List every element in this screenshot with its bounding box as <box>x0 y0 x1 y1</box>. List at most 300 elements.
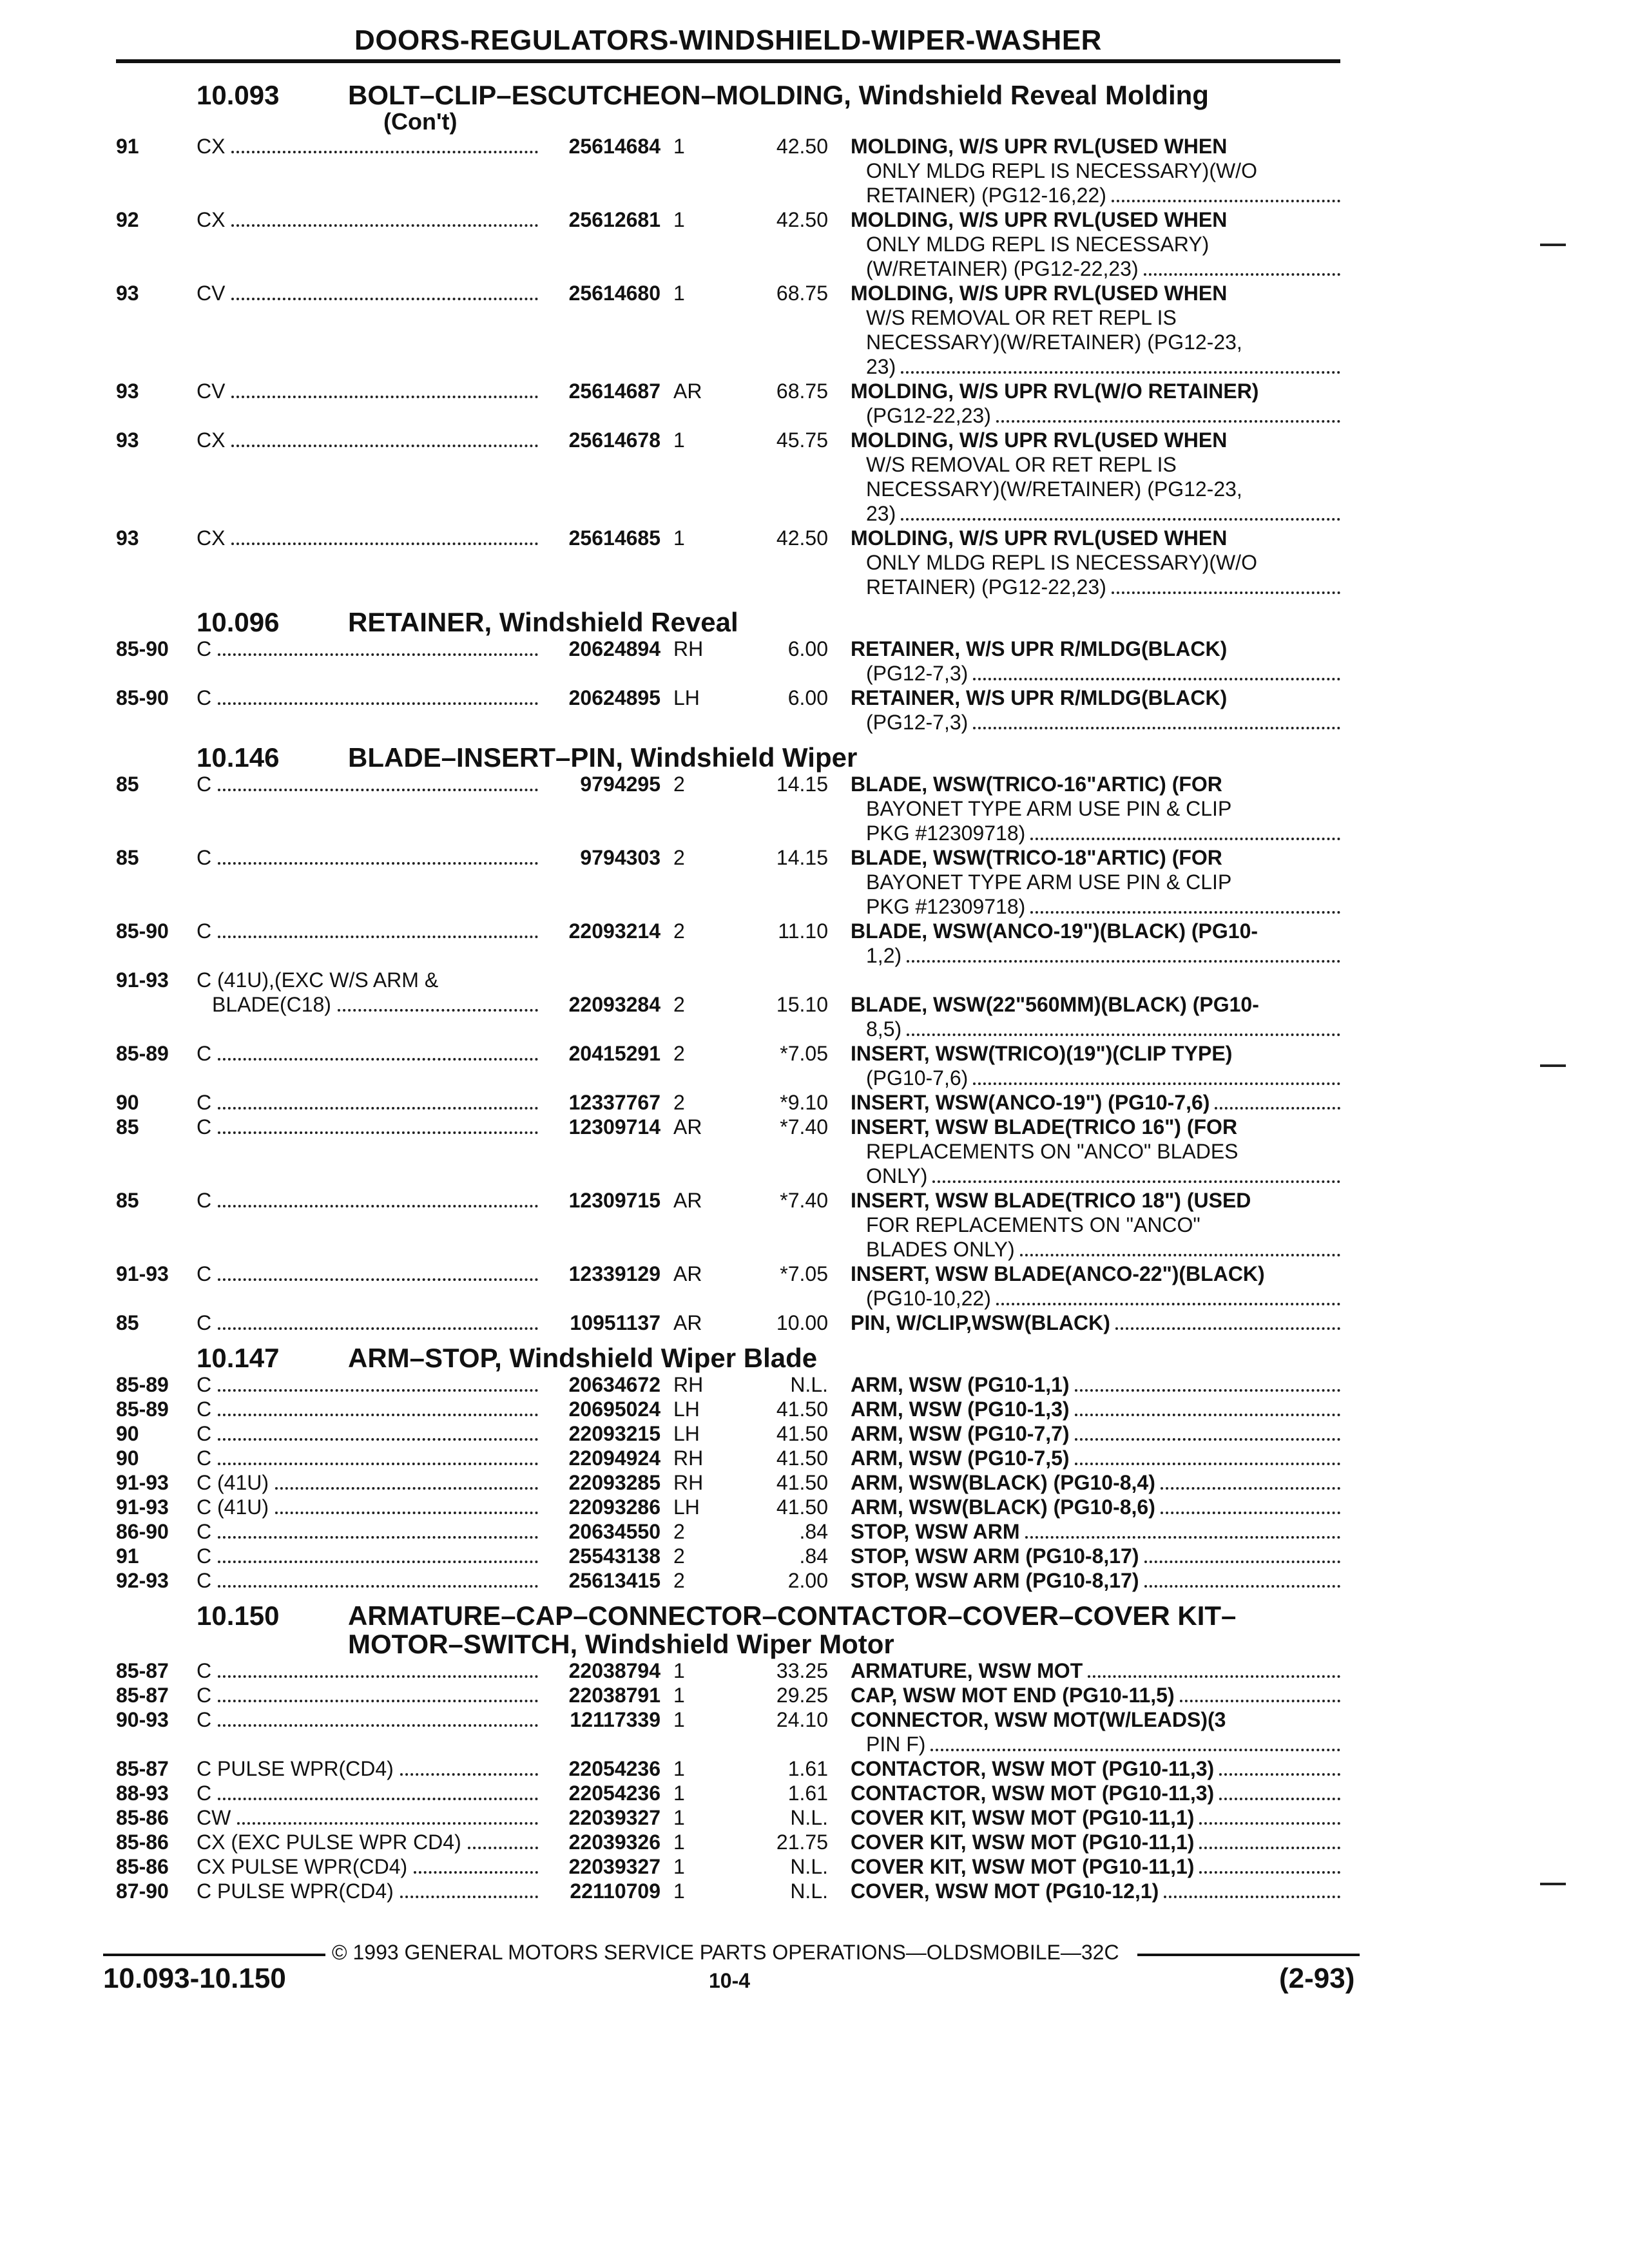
part-name <box>851 1707 1340 1756</box>
part-year: 93 <box>116 380 139 403</box>
part-number: 25612681 <box>568 208 660 231</box>
dot-leader <box>275 1495 538 1514</box>
part-price: 42.50 <box>776 208 828 231</box>
part-usage <box>197 1879 545 1903</box>
part-name <box>851 772 1340 845</box>
part-row <box>116 1830 1340 1854</box>
part-name-line <box>851 1544 1340 1568</box>
part-name-text: 23) <box>866 502 896 525</box>
part-name <box>851 1188 1340 1262</box>
dot-leader <box>218 1397 538 1416</box>
part-name-text: FOR REPLACEMENTS ON "ANCO" <box>866 1213 1200 1236</box>
part-price: N.L. <box>790 1855 828 1878</box>
part-name-line <box>851 1311 1340 1335</box>
part-name <box>851 1658 1340 1683</box>
part-name-line <box>851 183 1340 207</box>
part-name-text: ONLY MLDG REPL IS NECESSARY)(W/O <box>866 159 1257 182</box>
part-year: 86-90 <box>116 1520 169 1543</box>
part-name-text: (PG12-22,23) <box>866 404 991 427</box>
dot-leader <box>1219 1781 1340 1800</box>
part-name <box>851 1830 1340 1854</box>
part-price: *9.10 <box>780 1091 828 1114</box>
section-number: 10.146 <box>197 742 280 773</box>
footer-rule-left <box>103 1954 325 1956</box>
part-name-text: (PG10-7,6) <box>866 1066 969 1090</box>
part-row <box>116 992 1340 1041</box>
part-row <box>116 1756 1340 1781</box>
footer-section-range: 10.093-10.150 <box>103 1963 286 1994</box>
part-name-text: COVER KIT, WSW MOT (PG10-11,1) <box>851 1806 1195 1829</box>
part-name-text: RETAINER) (PG12-16,22) <box>866 184 1106 207</box>
part-name-line <box>851 1854 1340 1879</box>
part-name-line <box>851 501 1340 526</box>
section-title: BOLT–CLIP–ESCUTCHEON–MOLDING, Windshield Reveal Molding <box>348 80 1209 110</box>
part-name-text: STOP, WSW ARM <box>851 1520 1020 1543</box>
part-name-text: MOLDING, W/S UPR RVL(USED WHEN <box>851 428 1228 452</box>
part-year: 91-93 <box>116 1471 169 1494</box>
part-name-line <box>851 1707 1340 1732</box>
part-name <box>851 1397 1340 1421</box>
dot-leader <box>996 1286 1340 1305</box>
part-quantity: 1 <box>673 1879 685 1903</box>
part-row <box>116 1115 1340 1188</box>
part-year: 91 <box>116 1544 139 1568</box>
dot-leader <box>1030 894 1340 914</box>
part-quantity: 1 <box>673 1782 685 1805</box>
part-row <box>116 1188 1340 1262</box>
part-number: 20695024 <box>568 1398 660 1421</box>
dot-leader <box>218 1544 538 1563</box>
part-name-text: ONLY MLDG REPL IS NECESSARY)(W/O <box>866 551 1257 574</box>
part-year: 90 <box>116 1091 139 1114</box>
part-price: 41.50 <box>776 1495 828 1519</box>
part-quantity: 1 <box>673 208 685 231</box>
part-price: 14.15 <box>776 773 828 796</box>
part-quantity: AR <box>673 1189 702 1212</box>
part-price: 33.25 <box>776 1659 828 1682</box>
part-name <box>851 686 1340 735</box>
footer-copyright: © 1993 GENERAL MOTORS SERVICE PARTS OPERATIONS—OLDSMOBILE—32C <box>332 1941 1119 1964</box>
part-row <box>116 1421 1340 1446</box>
part-usage <box>197 845 545 870</box>
dot-leader <box>1215 1090 1340 1110</box>
part-price: 41.50 <box>776 1471 828 1494</box>
part-usage-text: C <box>197 1569 212 1592</box>
part-row <box>116 428 1340 526</box>
part-usage <box>197 1115 545 1139</box>
part-name <box>851 134 1340 207</box>
part-name-text: ARMATURE, WSW MOT <box>851 1659 1083 1682</box>
part-name-line <box>851 772 1340 796</box>
part-usage-text: CX PULSE WPR(CD4) <box>197 1855 408 1878</box>
dot-leader <box>218 1372 538 1392</box>
part-row <box>116 1495 1340 1519</box>
part-name-text: MOLDING, W/S UPR RVL(USED WHEN <box>851 135 1228 158</box>
dot-leader <box>218 1188 538 1207</box>
part-year: 93 <box>116 428 139 452</box>
part-usage-text: C <box>197 1544 212 1568</box>
part-name-text: ARM, WSW(BLACK) (PG10-8,6) <box>851 1495 1155 1519</box>
part-quantity: 1 <box>673 135 685 158</box>
part-number: 25543138 <box>568 1544 660 1568</box>
part-name-text: RETAINER, W/S UPR R/MLDG(BLACK) <box>851 686 1228 709</box>
part-number: 25614678 <box>568 428 660 452</box>
part-name <box>851 379 1340 428</box>
part-quantity: 1 <box>673 526 685 550</box>
part-row <box>116 1805 1340 1830</box>
part-usage <box>197 992 545 1017</box>
part-name <box>851 428 1340 526</box>
section-heading <box>116 608 1340 637</box>
part-usage-text: C <box>197 1520 212 1543</box>
part-name-line <box>851 894 1340 919</box>
dot-leader <box>218 686 538 705</box>
part-quantity: AR <box>673 1311 702 1334</box>
part-row <box>116 1446 1340 1470</box>
part-name-line <box>851 1286 1340 1311</box>
part-name-line <box>851 330 1340 354</box>
part-name-text: BLADE, WSW(TRICO-16"ARTIC) (FOR <box>851 773 1222 796</box>
part-name-text: ARM, WSW (PG10-7,7) <box>851 1422 1070 1445</box>
part-name-text: INSERT, WSW BLADE(TRICO 16") (FOR <box>851 1115 1238 1139</box>
dot-leader <box>1075 1446 1340 1465</box>
part-name-line <box>851 281 1340 305</box>
part-name-line <box>851 1421 1340 1446</box>
part-name-text: NECESSARY)(W/RETAINER) (PG12-23, <box>866 477 1242 501</box>
part-usage-text: C <box>197 1373 212 1396</box>
dot-leader <box>930 1732 1340 1751</box>
part-name-text: (W/RETAINER) (PG12-22,23) <box>866 257 1139 280</box>
part-name <box>851 845 1340 919</box>
part-name <box>851 1519 1340 1544</box>
part-name-line <box>851 1805 1340 1830</box>
part-usage-text: C <box>197 846 212 869</box>
part-usage-text: C <box>197 1189 212 1212</box>
dot-leader <box>901 354 1340 374</box>
part-name-text: BAYONET TYPE ARM USE PIN & CLIP <box>866 797 1232 820</box>
catalog-section <box>116 1344 1340 1593</box>
part-name-text: INSERT, WSW(ANCO-19") (PG10-7,6) <box>851 1091 1210 1114</box>
part-name-line <box>851 1237 1340 1262</box>
part-name-line <box>851 1213 1340 1237</box>
part-name-text: 8,5) <box>866 1017 902 1041</box>
part-year: 85-89 <box>116 1373 169 1396</box>
part-name <box>851 919 1340 968</box>
part-number: 22054236 <box>568 1757 660 1780</box>
part-quantity: AR <box>673 1262 702 1285</box>
part-name-line <box>851 1397 1340 1421</box>
part-row <box>116 1372 1340 1397</box>
part-name-text: ARM, WSW (PG10-7,5) <box>851 1446 1070 1470</box>
part-quantity: 2 <box>673 1569 685 1592</box>
part-name-text: MOLDING, W/S UPR RVL(USED WHEN <box>851 526 1228 550</box>
part-usage-text: C <box>197 637 212 660</box>
part-row <box>116 379 1340 428</box>
part-name-line <box>851 710 1340 735</box>
part-name-text: RETAINER) (PG12-22,23) <box>866 575 1106 599</box>
part-quantity: RH <box>673 1446 704 1470</box>
part-year: 85-86 <box>116 1806 169 1829</box>
part-year: 87-90 <box>116 1879 169 1903</box>
dot-leader <box>218 1090 538 1110</box>
part-name-line <box>851 1879 1340 1903</box>
dot-leader <box>218 1446 538 1465</box>
dot-leader <box>973 710 1340 729</box>
part-usage-text: BLADE(C18) <box>212 993 331 1016</box>
part-price: 68.75 <box>776 380 828 403</box>
part-name-text: COVER KIT, WSW MOT (PG10-11,1) <box>851 1855 1195 1878</box>
page-header-title: DOORS-REGULATORS-WINDSHIELD-WIPER-WASHER <box>354 24 1102 56</box>
part-name-text: CONTACTOR, WSW MOT (PG10-11,3) <box>851 1782 1215 1805</box>
part-usage-text: C PULSE WPR(CD4) <box>197 1879 394 1903</box>
part-price: *7.40 <box>780 1189 828 1212</box>
catalog-section <box>116 1602 1340 1903</box>
part-year: 85-87 <box>116 1757 169 1780</box>
part-name-text: NECESSARY)(W/RETAINER) (PG12-23, <box>866 331 1242 354</box>
part-quantity: RH <box>673 637 704 660</box>
part-name-line <box>851 207 1340 232</box>
part-number: 22093285 <box>568 1471 660 1494</box>
part-price: *7.05 <box>780 1042 828 1065</box>
dot-leader <box>414 1854 538 1874</box>
dot-leader <box>218 1519 538 1539</box>
part-number: 12309715 <box>568 1189 660 1212</box>
dot-leader <box>1112 575 1340 594</box>
part-quantity: 2 <box>673 919 685 943</box>
part-usage <box>197 772 545 796</box>
part-number: 22093215 <box>568 1422 660 1445</box>
part-usage-note <box>116 968 1340 992</box>
part-name-line <box>851 1495 1340 1519</box>
part-usage <box>197 1446 545 1470</box>
part-usage-text: CX <box>197 526 226 550</box>
part-price: 1.61 <box>787 1757 828 1780</box>
part-name-text: ARM, WSW (PG10-1,1) <box>851 1373 1070 1396</box>
part-name-text: CAP, WSW MOT END (PG10-11,5) <box>851 1684 1175 1707</box>
part-name-line <box>851 796 1340 821</box>
part-row <box>116 772 1340 845</box>
part-quantity: RH <box>673 1471 704 1494</box>
dot-leader <box>218 1262 538 1281</box>
part-name-text: STOP, WSW ARM (PG10-8,17) <box>851 1544 1139 1568</box>
dot-leader <box>218 772 538 791</box>
part-year: 85-89 <box>116 1398 169 1421</box>
dot-leader <box>1025 1519 1340 1539</box>
part-usage <box>197 919 545 943</box>
part-name-line <box>851 1568 1340 1593</box>
part-number: 9794295 <box>580 773 660 796</box>
part-name-line <box>851 943 1340 968</box>
part-name <box>851 1683 1340 1707</box>
part-usage-text: C <box>197 919 212 943</box>
part-quantity: 2 <box>673 1091 685 1114</box>
part-name <box>851 1446 1340 1470</box>
part-number: 12339129 <box>568 1262 660 1285</box>
part-number: 12117339 <box>570 1708 660 1731</box>
part-year: 91-93 <box>116 1262 169 1285</box>
part-quantity: 1 <box>673 1806 685 1829</box>
part-number: 25614685 <box>568 526 660 550</box>
part-row <box>116 281 1340 379</box>
part-name <box>851 281 1340 379</box>
dot-leader <box>1030 821 1340 840</box>
part-usage-text: C <box>197 1684 212 1707</box>
part-price: 21.75 <box>776 1831 828 1854</box>
part-usage <box>197 1756 545 1781</box>
section-title: ARMATURE–CAP–CONNECTOR–CONTACTOR–COVER–COVER KIT– <box>348 1600 1237 1631</box>
part-year: 93 <box>116 282 139 305</box>
part-name <box>851 1756 1340 1781</box>
part-number: 22054236 <box>568 1782 660 1805</box>
part-name <box>851 1805 1340 1830</box>
part-name-text: BLADE, WSW(ANCO-19")(BLACK) (PG10- <box>851 919 1258 943</box>
part-name-line <box>851 686 1340 710</box>
part-usage <box>197 1544 545 1568</box>
part-name-line <box>851 1262 1340 1286</box>
part-usage-text: CX <box>197 428 226 452</box>
dot-leader <box>1075 1397 1340 1416</box>
part-name <box>851 1262 1340 1311</box>
part-price: 6.00 <box>787 637 828 660</box>
part-price: .84 <box>799 1520 828 1543</box>
part-price: *7.40 <box>780 1115 828 1139</box>
part-usage <box>197 1707 545 1732</box>
part-number: 22039327 <box>568 1855 660 1878</box>
part-usage <box>197 1311 545 1335</box>
part-name <box>851 526 1340 599</box>
section-heading <box>116 81 1340 110</box>
part-name <box>851 1568 1340 1593</box>
part-price: 41.50 <box>776 1422 828 1445</box>
part-number: 25614687 <box>568 380 660 403</box>
part-price: 24.10 <box>776 1708 828 1731</box>
dot-leader <box>218 845 538 865</box>
dot-leader <box>231 428 538 447</box>
part-quantity: AR <box>673 1115 702 1139</box>
part-usage-text: C <box>197 1262 212 1285</box>
part-year: 85 <box>116 773 139 796</box>
part-name-text: STOP, WSW ARM (PG10-8,17) <box>851 1569 1139 1592</box>
part-name-text: MOLDING, W/S UPR RVL(USED WHEN <box>851 208 1228 231</box>
footer-date: (2-93) <box>1279 1963 1355 1994</box>
part-name-line <box>851 1658 1340 1683</box>
dot-leader <box>400 1756 538 1776</box>
margin-mark <box>1540 244 1566 246</box>
part-number: 22093284 <box>568 993 660 1016</box>
part-quantity: LH <box>673 1495 700 1519</box>
dot-leader <box>338 992 538 1012</box>
part-name-line <box>851 428 1340 452</box>
part-price: 11.10 <box>778 919 828 943</box>
part-price: 41.50 <box>776 1398 828 1421</box>
part-number: 25614684 <box>568 135 660 158</box>
part-usage <box>197 1188 545 1213</box>
dot-leader <box>231 526 538 545</box>
part-row <box>116 134 1340 207</box>
part-price: 42.50 <box>776 135 828 158</box>
section-number: 10.147 <box>197 1343 280 1373</box>
part-name-line <box>851 1781 1340 1805</box>
part-name-line <box>851 1066 1340 1090</box>
part-number: 22093286 <box>568 1495 660 1519</box>
part-name-text: 1,2) <box>866 944 902 967</box>
dot-leader <box>1144 1568 1341 1588</box>
part-row <box>116 1311 1340 1335</box>
part-usage-text: C (41U),(EXC W/S ARM & <box>197 968 439 992</box>
part-name-text: INSERT, WSW BLADE(TRICO 18") (USED <box>851 1189 1251 1212</box>
part-usage-text: C <box>197 1659 212 1682</box>
section-number-spacer <box>116 1630 348 1658</box>
dot-leader <box>218 637 538 656</box>
part-usage <box>197 281 545 305</box>
part-name <box>851 1090 1340 1115</box>
part-name-text: PKG #12309718) <box>866 822 1026 845</box>
section-heading <box>116 1602 1340 1630</box>
part-quantity: 2 <box>673 846 685 869</box>
part-year: 85 <box>116 846 139 869</box>
part-price: 42.50 <box>776 526 828 550</box>
dot-leader <box>996 403 1340 423</box>
part-year: 85-90 <box>116 919 169 943</box>
part-row <box>116 1470 1340 1495</box>
section-heading <box>116 1344 1340 1372</box>
section-heading-continued <box>116 1630 1340 1658</box>
dot-leader <box>468 1830 538 1849</box>
part-quantity: 2 <box>673 773 685 796</box>
part-name-text: PIN, W/CLIP,WSW(BLACK) <box>851 1311 1110 1334</box>
part-quantity: 2 <box>673 1544 685 1568</box>
part-name <box>851 1544 1340 1568</box>
part-usage <box>197 1090 545 1115</box>
part-usage <box>197 1781 545 1805</box>
dot-leader <box>218 919 538 938</box>
part-name-line <box>851 1090 1340 1115</box>
part-usage-text: C <box>197 1398 212 1421</box>
part-usage-text: C (41U) <box>197 1471 269 1494</box>
part-usage-text: CW <box>197 1806 231 1829</box>
part-name-text: W/S REMOVAL OR RET REPL IS <box>866 453 1177 476</box>
part-number: 12309714 <box>568 1115 660 1139</box>
part-year: 91-93 <box>116 968 169 992</box>
part-name-text: RETAINER, W/S UPR R/MLDG(BLACK) <box>851 637 1228 660</box>
part-quantity: 2 <box>673 993 685 1016</box>
part-price: 6.00 <box>787 686 828 709</box>
part-row <box>116 526 1340 599</box>
part-usage <box>197 1495 545 1519</box>
part-usage <box>197 207 545 232</box>
part-price: N.L. <box>790 1806 828 1829</box>
part-name-text: (PG12-7,3) <box>866 662 969 685</box>
dot-leader <box>231 134 538 153</box>
part-year: 92 <box>116 208 139 231</box>
dot-leader <box>218 1658 538 1678</box>
dot-leader <box>218 1311 538 1330</box>
dot-leader <box>1164 1879 1340 1898</box>
part-name-line <box>851 845 1340 870</box>
part-price: N.L. <box>790 1373 828 1396</box>
footer-rule-right <box>1137 1954 1360 1956</box>
part-name-line <box>851 526 1340 550</box>
part-price: 2.00 <box>787 1569 828 1592</box>
part-row <box>116 845 1340 919</box>
part-row <box>116 207 1340 281</box>
dot-leader <box>218 1115 538 1134</box>
part-name-text: ARM, WSW(BLACK) (PG10-8,4) <box>851 1471 1155 1494</box>
part-row <box>116 637 1340 686</box>
part-year: 85-87 <box>116 1684 169 1707</box>
part-year: 91-93 <box>116 1495 169 1519</box>
part-number: 25614680 <box>568 282 660 305</box>
